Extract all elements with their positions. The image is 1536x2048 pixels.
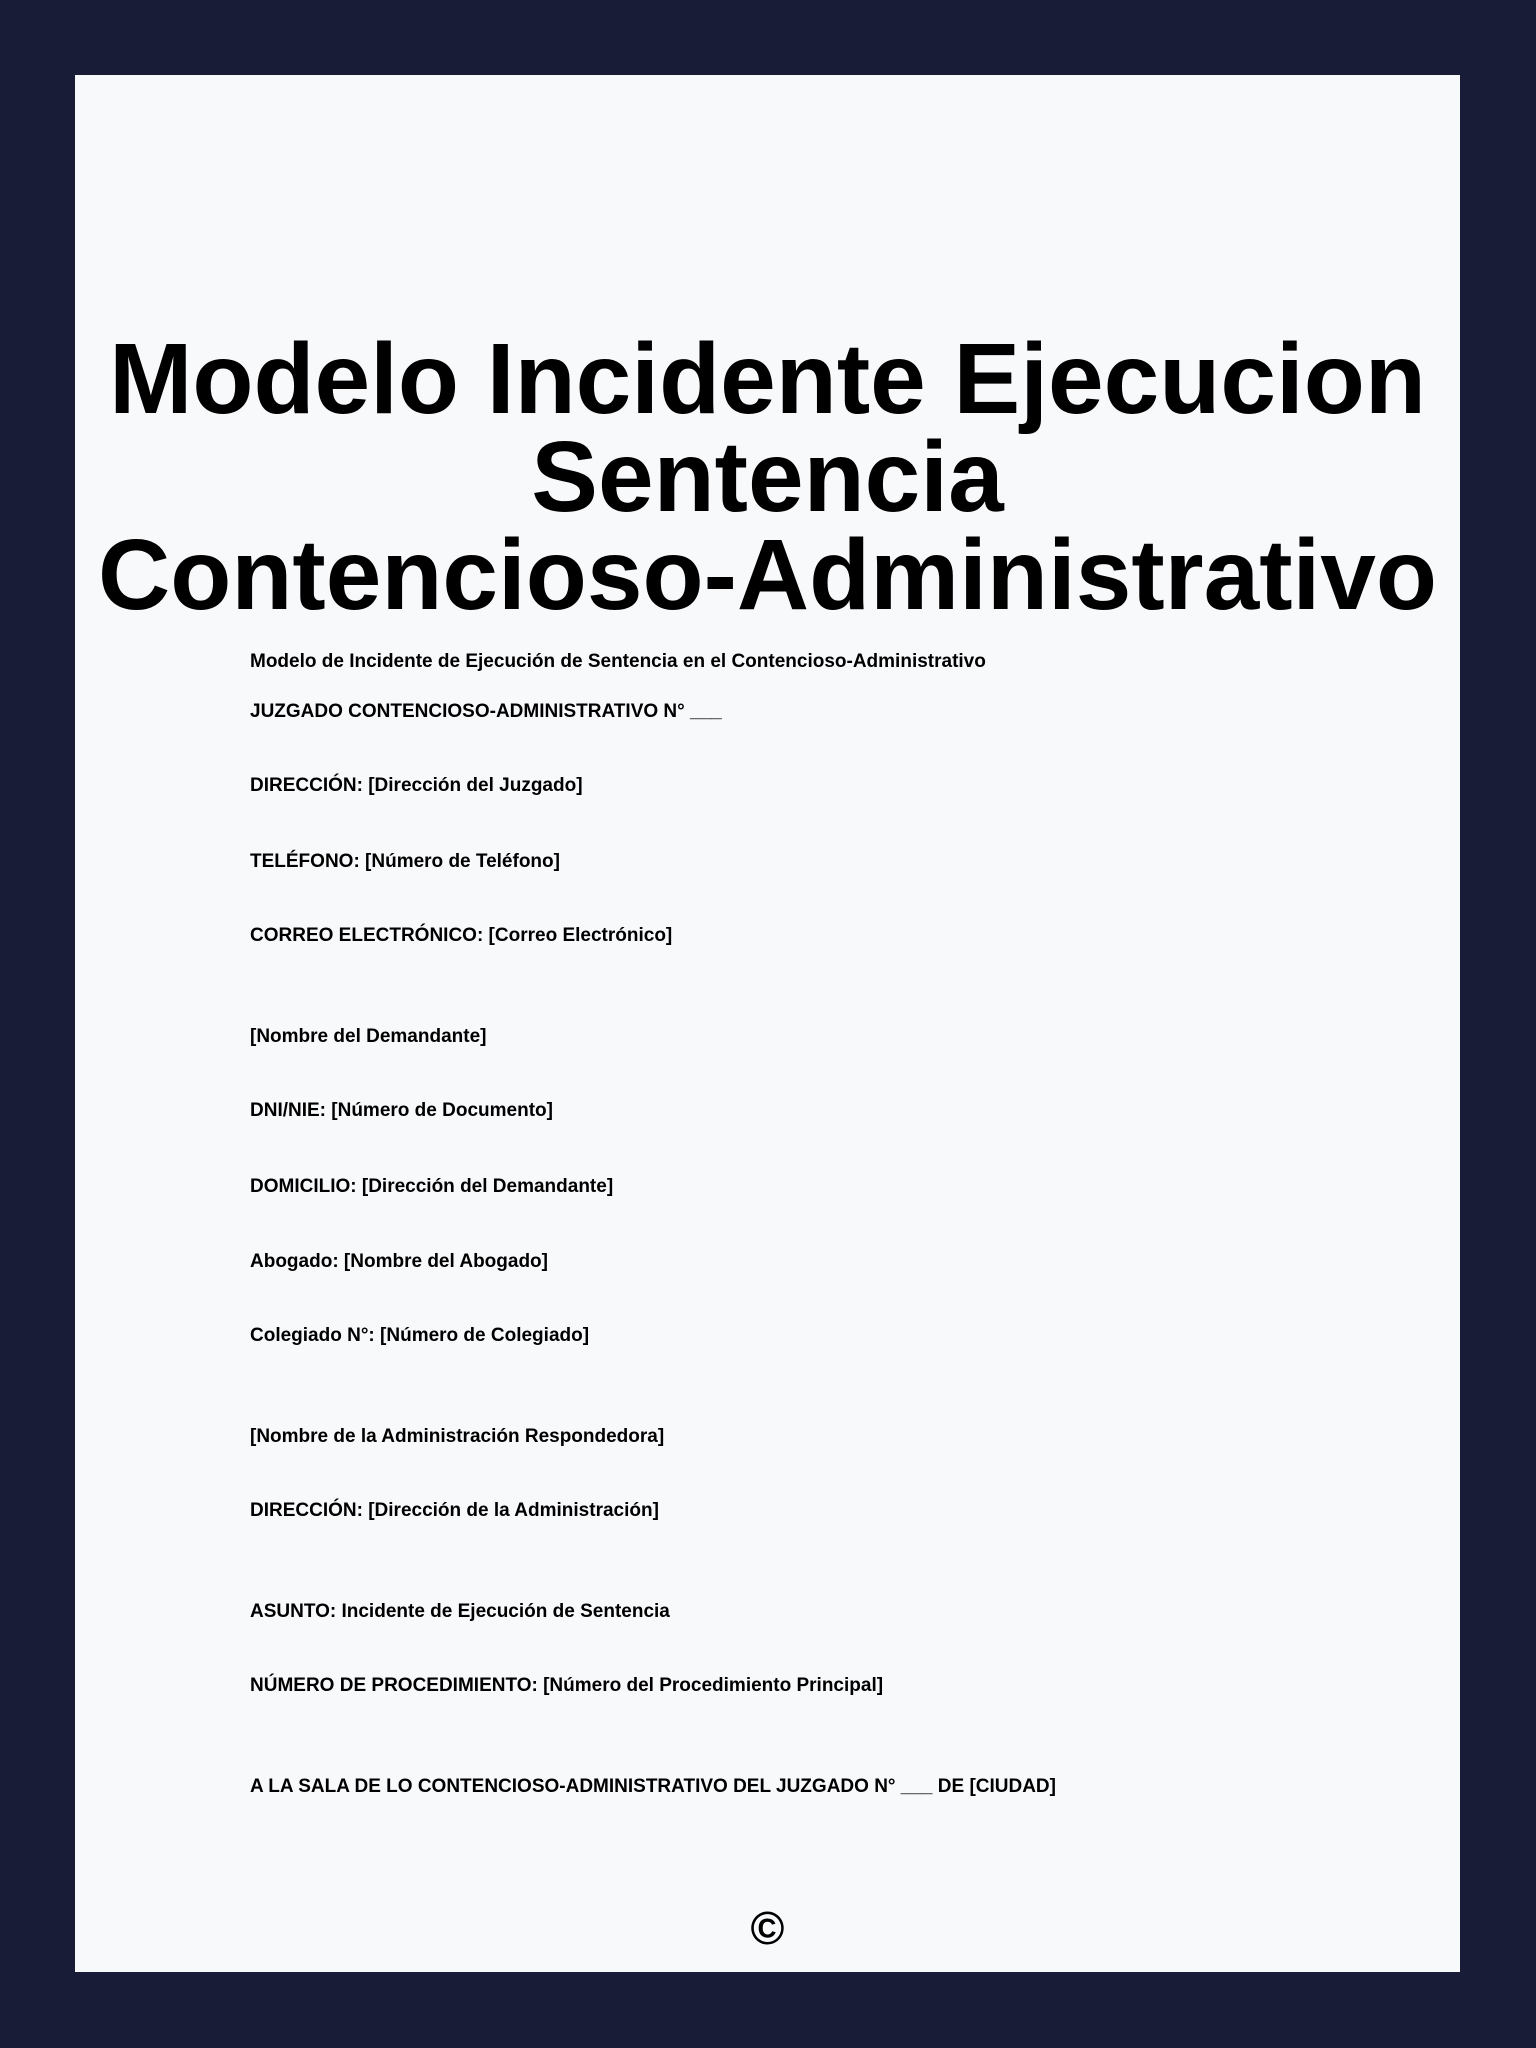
plaintiff-name: [Nombre del Demandante] [250, 1026, 487, 1047]
plaintiff-id: DNI/NIE: [Número de Documento] [250, 1100, 553, 1121]
addressee-line: A LA SALA DE LO CONTENCIOSO-ADMINISTRATIVO DEL JUZGADO N° ___ DE [CIUDAD] [250, 1776, 1056, 1797]
page-title [75, 323, 1460, 631]
court-address: DIRECCIÓN: [Dirección del Juzgado] [250, 775, 583, 796]
lawyer-name: Abogado: [Nombre del Abogado] [250, 1251, 548, 1272]
administration-name: [Nombre de la Administración Respondedora] [250, 1426, 665, 1447]
document-page [75, 75, 1460, 1972]
procedure-number: NÚMERO DE PROCEDIMIENTO: [Número del Procedimiento Principal] [250, 1675, 884, 1696]
administration-address: DIRECCIÓN: [Dirección de la Administración] [250, 1500, 659, 1521]
title-line: Modelo Incidente Ejecucion [109, 323, 1426, 435]
court-email: CORREO ELECTRÓNICO: [Correo Electrónico] [250, 925, 673, 946]
plaintiff-address: DOMICILIO: [Dirección del Demandante] [250, 1176, 614, 1197]
copyright-icon: © [750, 1902, 785, 1954]
title-line: Contencioso-Administrativo [98, 519, 1437, 631]
lawyer-registration: Colegiado N°: [Número de Colegiado] [250, 1325, 590, 1346]
court-heading: JUZGADO CONTENCIOSO-ADMINISTRATIVO N° ___ [250, 701, 722, 722]
court-phone: TELÉFONO: [Número de Teléfono] [250, 851, 560, 872]
subject-line: ASUNTO: Incidente de Ejecución de Sentencia [250, 1601, 670, 1622]
title-line: Sentencia [531, 421, 1004, 533]
document-subtitle: Modelo de Incidente de Ejecución de Sentencia en el Contencioso-Administrativo [250, 651, 986, 672]
